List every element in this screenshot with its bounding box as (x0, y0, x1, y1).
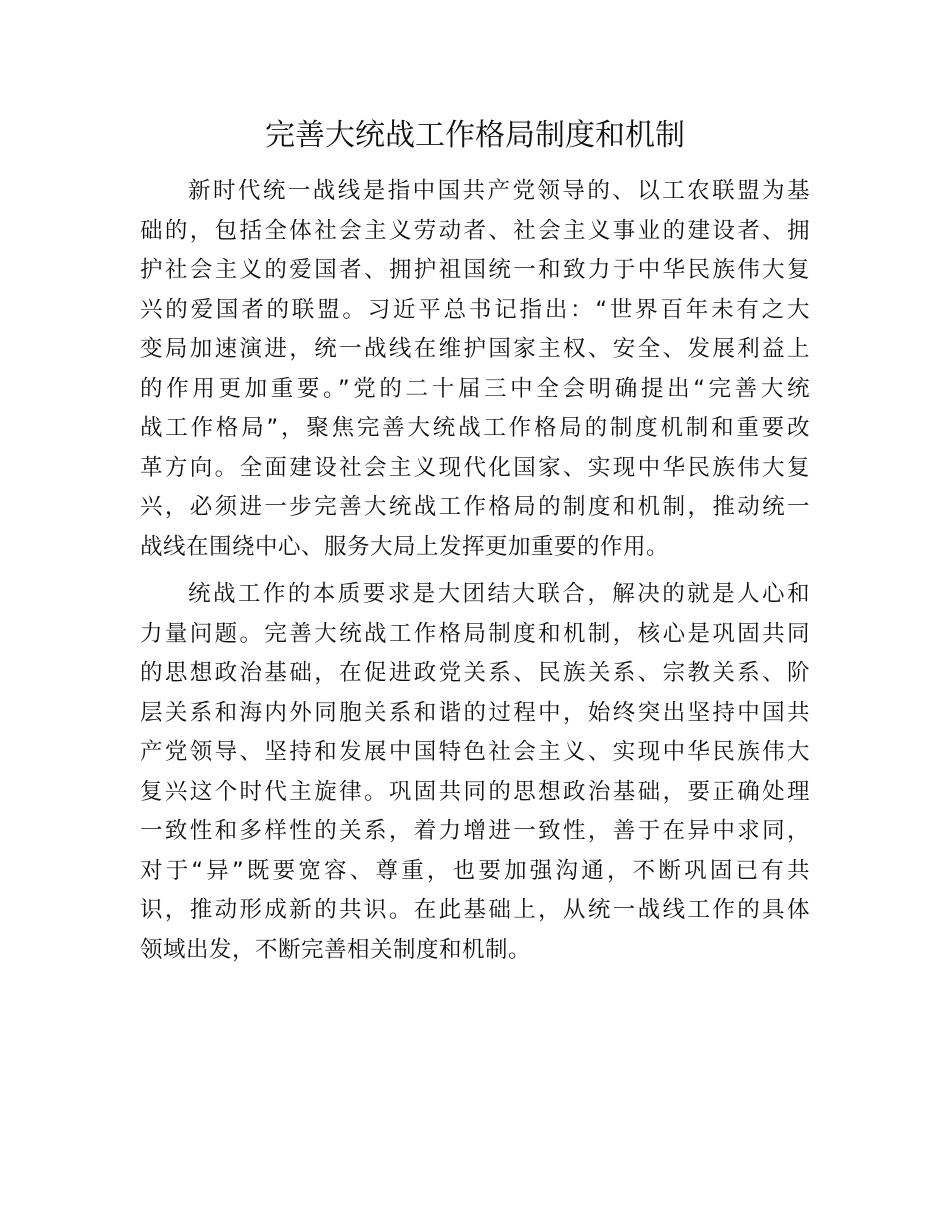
document-title: 完善大统战工作格局制度和机制 (265, 118, 685, 153)
paragraph-line: 层关系和海内外同胞关系和谐的过程中，始终突出坚持中国共 (140, 699, 810, 726)
paragraph-line: 产党领导、坚持和发展中国特色社会主义、实现中华民族伟大 (140, 739, 810, 765)
paragraph-line: 护社会主义的爱国者、拥护祖国统一和致力于中华民族伟大复 (140, 257, 810, 283)
paragraph-line: 复兴这个时代主旋律。巩固共同的思想政治基础，要正确处理 (140, 778, 810, 805)
paragraph-1 (140, 172, 810, 567)
paragraph-line: 的作用更加重要。”党的二十届三中全会明确提出“完善大统 (140, 375, 810, 402)
document-body (140, 172, 810, 978)
paragraph-line: 新时代统一战线是指中国共产党领导的、以工农联盟为基 (188, 178, 810, 204)
paragraph-line: 革方向。全面建设社会主义现代化国家、实现中华民族伟大复 (140, 454, 810, 481)
paragraph-line: 的思想政治基础，在促进政党关系、民族关系、宗教关系、阶 (140, 660, 810, 686)
paragraph-2 (140, 575, 810, 970)
paragraph-line: 变局加速演进，统一战线在维护国家主权、安全、发展利益上 (140, 336, 810, 362)
paragraph-line: 一致性和多样性的关系，着力增进一致性，善于在异中求同， (140, 818, 810, 844)
paragraph-line: 统战工作的本质要求是大团结大联合，解决的就是人心和 (188, 581, 810, 607)
paragraph-line: 兴，必须进一步完善大统战工作格局的制度和机制，推动统一 (140, 494, 810, 520)
paragraph-line: 础的，包括全体社会主义劳动者、社会主义事业的建设者、拥 (140, 217, 810, 244)
paragraph-line: 战工作格局”，聚焦完善大统战工作格局的制度机制和重要改 (140, 415, 810, 441)
paragraph-line: 对于“异”既要宽容、尊重，也要加强沟通，不断巩固已有共 (140, 857, 810, 884)
paragraph-line: 力量问题。完善大统战工作格局制度和机制，核心是巩固共同 (140, 620, 810, 647)
paragraph-line: 识，推动形成新的共识。在此基础上，从统一战线工作的具体 (140, 897, 810, 923)
paragraph-line: 战线在围绕中心、服务大局上发挥更加重要的作用。 (140, 533, 670, 560)
paragraph-line: 领域出发，不断完善相关制度和机制。 (140, 936, 532, 963)
paragraph-line: 兴的爱国者的联盟。习近平总书记指出：“世界百年未有之大 (140, 296, 810, 323)
